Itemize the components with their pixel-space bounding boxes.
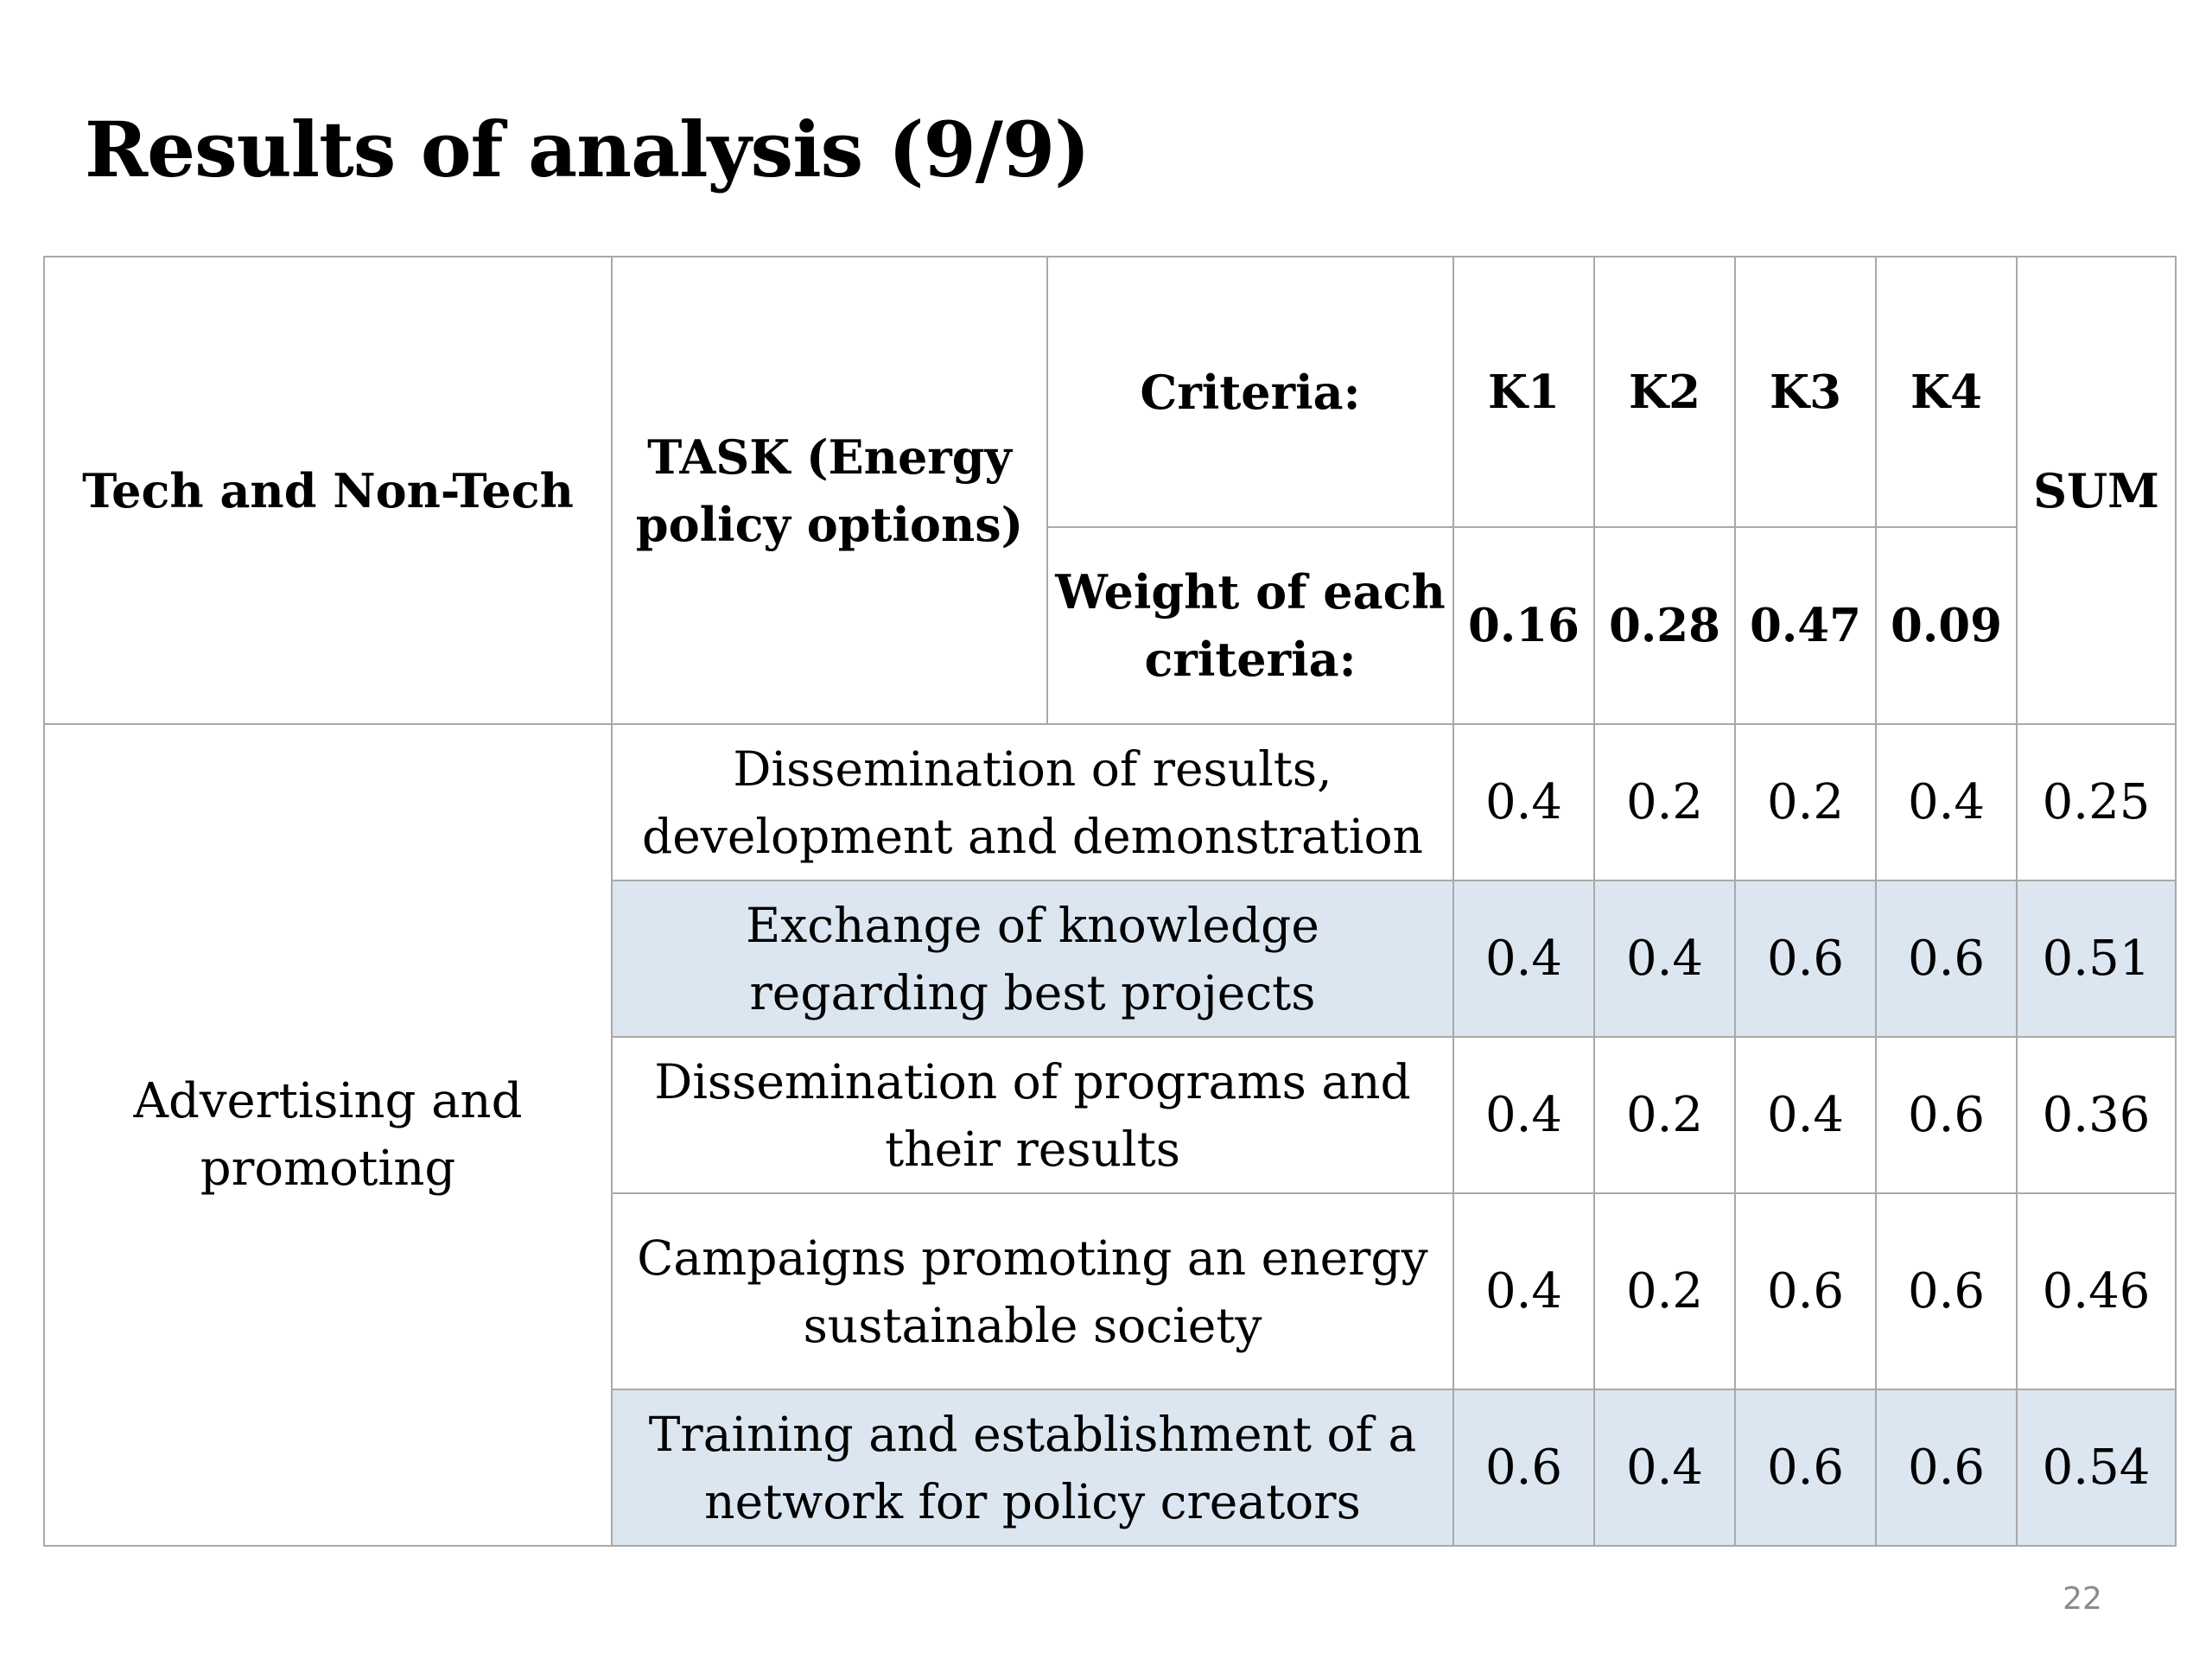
score-k3: 0.2 bbox=[1735, 724, 1876, 880]
slide-title: Results of analysis (9/9) bbox=[85, 105, 1090, 194]
sum-cell: 0.36 bbox=[2017, 1037, 2176, 1193]
score-k1: 0.4 bbox=[1453, 1193, 1594, 1389]
score-k1: 0.4 bbox=[1453, 1037, 1594, 1193]
task-cell: Dissemination of programs and their results bbox=[612, 1037, 1453, 1193]
score-k4: 0.6 bbox=[1876, 1193, 2017, 1389]
score-k4: 0.4 bbox=[1876, 724, 2017, 880]
header-task: TASK (Energy policy options) bbox=[612, 257, 1047, 724]
score-k4: 0.6 bbox=[1876, 1037, 2017, 1193]
score-k2: 0.2 bbox=[1594, 724, 1735, 880]
sum-cell: 0.51 bbox=[2017, 880, 2176, 1037]
header-weight-k4: 0.09 bbox=[1876, 527, 2017, 724]
sum-cell: 0.25 bbox=[2017, 724, 2176, 880]
score-k2: 0.4 bbox=[1594, 880, 1735, 1037]
score-k1: 0.4 bbox=[1453, 724, 1594, 880]
score-k2: 0.2 bbox=[1594, 1193, 1735, 1389]
header-criteria-label: Criteria: bbox=[1047, 257, 1453, 527]
score-k2: 0.4 bbox=[1594, 1389, 1735, 1546]
header-criterion-k2: K2 bbox=[1594, 257, 1735, 527]
header-criterion-k3: K3 bbox=[1735, 257, 1876, 527]
header-tech-non-tech: Tech and Non-Tech bbox=[44, 257, 612, 724]
sum-cell: 0.46 bbox=[2017, 1193, 2176, 1389]
task-cell: Exchange of knowledge regarding best projects bbox=[612, 880, 1453, 1037]
score-k3: 0.6 bbox=[1735, 1193, 1876, 1389]
results-table bbox=[43, 256, 2177, 1547]
task-cell: Campaigns promoting an energy sustainable society bbox=[612, 1193, 1453, 1389]
score-k4: 0.6 bbox=[1876, 880, 2017, 1037]
group-label: Advertising and promoting bbox=[44, 724, 612, 1546]
task-cell: Dissemination of results, development and demonstration bbox=[612, 724, 1453, 880]
table-row bbox=[44, 724, 2176, 880]
score-k2: 0.2 bbox=[1594, 1037, 1735, 1193]
page-number: 22 bbox=[2063, 1581, 2102, 1617]
score-k3: 0.6 bbox=[1735, 880, 1876, 1037]
header-weight-k2: 0.28 bbox=[1594, 527, 1735, 724]
header-weight-k3: 0.47 bbox=[1735, 527, 1876, 724]
score-k3: 0.4 bbox=[1735, 1037, 1876, 1193]
header-sum: SUM bbox=[2017, 257, 2176, 724]
score-k1: 0.4 bbox=[1453, 880, 1594, 1037]
score-k1: 0.6 bbox=[1453, 1389, 1594, 1546]
task-cell: Training and establishment of a network for policy creators bbox=[612, 1389, 1453, 1546]
sum-cell: 0.54 bbox=[2017, 1389, 2176, 1546]
score-k3: 0.6 bbox=[1735, 1389, 1876, 1546]
header-weight-label: Weight of each criteria: bbox=[1047, 527, 1453, 724]
header-criterion-k4: K4 bbox=[1876, 257, 2017, 527]
header-criterion-k1: K1 bbox=[1453, 257, 1594, 527]
header-row-criteria bbox=[44, 257, 2176, 527]
header-weight-k1: 0.16 bbox=[1453, 527, 1594, 724]
score-k4: 0.6 bbox=[1876, 1389, 2017, 1546]
